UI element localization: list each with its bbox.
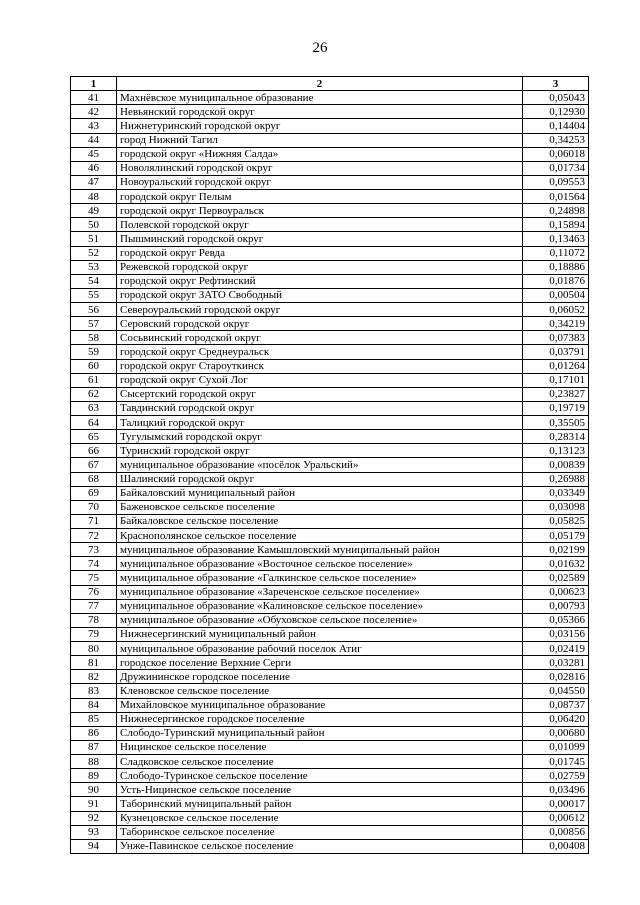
row-number: 43 — [71, 119, 117, 133]
row-value: 0,26988 — [523, 472, 589, 486]
table-row — [71, 190, 589, 204]
row-name: городской округ «Нижняя Салда» — [117, 147, 523, 161]
row-value: 0,14404 — [523, 119, 589, 133]
row-name: Североуральский городской округ — [117, 303, 523, 317]
row-number: 58 — [71, 331, 117, 345]
row-name: Новоуральский городской округ — [117, 175, 523, 189]
table-row — [71, 105, 589, 119]
row-name: Нижнесергинский муниципальный район — [117, 627, 523, 641]
table-row — [71, 500, 589, 514]
table-row — [71, 670, 589, 684]
row-value: 0,01632 — [523, 557, 589, 571]
row-value: 0,01734 — [523, 161, 589, 175]
row-number: 89 — [71, 769, 117, 783]
table-row — [71, 769, 589, 783]
row-number: 86 — [71, 726, 117, 740]
row-name: Режевской городской округ — [117, 260, 523, 274]
row-number: 87 — [71, 740, 117, 754]
row-value: 0,03349 — [523, 486, 589, 500]
row-number: 75 — [71, 571, 117, 585]
row-name: муниципальное образование «Обуховское сельское поселение» — [117, 613, 523, 627]
row-number: 72 — [71, 529, 117, 543]
row-value: 0,13463 — [523, 232, 589, 246]
row-value: 0,08737 — [523, 698, 589, 712]
row-value: 0,34219 — [523, 317, 589, 331]
row-name: Краснополянское сельское поселение — [117, 529, 523, 543]
column-header-number: 1 — [71, 77, 117, 91]
row-name: муниципальное образование «Восточное сельское поселение» — [117, 557, 523, 571]
row-number: 88 — [71, 755, 117, 769]
row-number: 85 — [71, 712, 117, 726]
row-name: Кленовское сельское поселение — [117, 684, 523, 698]
row-value: 0,02419 — [523, 642, 589, 656]
row-value: 0,02816 — [523, 670, 589, 684]
row-number: 83 — [71, 684, 117, 698]
row-number: 45 — [71, 147, 117, 161]
row-name: Шалинский городской округ — [117, 472, 523, 486]
row-value: 0,05179 — [523, 529, 589, 543]
table-row — [71, 783, 589, 797]
table-row — [71, 401, 589, 415]
row-number: 76 — [71, 585, 117, 599]
row-value: 0,15894 — [523, 218, 589, 232]
row-number: 59 — [71, 345, 117, 359]
row-value: 0,00017 — [523, 797, 589, 811]
table-row — [71, 175, 589, 189]
row-value: 0,05825 — [523, 514, 589, 528]
row-name: Слободо-Туринский муниципальный район — [117, 726, 523, 740]
row-value: 0,00612 — [523, 811, 589, 825]
table-row — [71, 359, 589, 373]
row-name: Баженовское сельское поселение — [117, 500, 523, 514]
row-name: Байкаловское сельское поселение — [117, 514, 523, 528]
table-row — [71, 119, 589, 133]
row-number: 64 — [71, 416, 117, 430]
table-row — [71, 288, 589, 302]
row-name: Сладковское сельское поселение — [117, 755, 523, 769]
row-number: 54 — [71, 274, 117, 288]
row-name: Кузнецовское сельское поселение — [117, 811, 523, 825]
row-value: 0,28314 — [523, 430, 589, 444]
row-value: 0,03496 — [523, 783, 589, 797]
row-name: Махнёвское муниципальное образование — [117, 91, 523, 105]
table-row — [71, 161, 589, 175]
row-name: Унже-Павинское сельское поселение — [117, 839, 523, 853]
row-name: Пышминский городской округ — [117, 232, 523, 246]
row-value: 0,00856 — [523, 825, 589, 839]
row-value: 0,00839 — [523, 458, 589, 472]
table-row — [71, 303, 589, 317]
row-value: 0,24898 — [523, 204, 589, 218]
table-row — [71, 698, 589, 712]
row-number: 94 — [71, 839, 117, 853]
table-row — [71, 260, 589, 274]
row-name: Таборинское сельское поселение — [117, 825, 523, 839]
row-number: 82 — [71, 670, 117, 684]
row-value: 0,06052 — [523, 303, 589, 317]
table-row — [71, 543, 589, 557]
row-number: 50 — [71, 218, 117, 232]
row-number: 62 — [71, 387, 117, 401]
row-name: Полевской городской округ — [117, 218, 523, 232]
row-name: Нижнесергинское городское поселение — [117, 712, 523, 726]
row-value: 0,00793 — [523, 599, 589, 613]
row-value: 0,12930 — [523, 105, 589, 119]
allocation-table — [70, 76, 589, 854]
table-row — [71, 232, 589, 246]
table-row — [71, 613, 589, 627]
table-row — [71, 246, 589, 260]
row-name: Дружининское городское поселение — [117, 670, 523, 684]
row-number: 92 — [71, 811, 117, 825]
row-number: 79 — [71, 627, 117, 641]
table-row — [71, 811, 589, 825]
row-number: 67 — [71, 458, 117, 472]
column-header-value: 3 — [523, 77, 589, 91]
row-name: муниципальное образование «посёлок Уральский» — [117, 458, 523, 472]
row-number: 53 — [71, 260, 117, 274]
row-number: 42 — [71, 105, 117, 119]
row-value: 0,00623 — [523, 585, 589, 599]
table-row — [71, 91, 589, 105]
row-number: 51 — [71, 232, 117, 246]
row-value: 0,01099 — [523, 740, 589, 754]
row-name: Байкаловский муниципальный район — [117, 486, 523, 500]
row-name: городской округ Староуткинск — [117, 359, 523, 373]
table-row — [71, 656, 589, 670]
row-name: Ницинское сельское поселение — [117, 740, 523, 754]
row-number: 52 — [71, 246, 117, 260]
table-row — [71, 571, 589, 585]
row-number: 77 — [71, 599, 117, 613]
row-value: 0,23827 — [523, 387, 589, 401]
row-value: 0,05366 — [523, 613, 589, 627]
row-value: 0,03156 — [523, 627, 589, 641]
row-number: 74 — [71, 557, 117, 571]
row-value: 0,00408 — [523, 839, 589, 853]
row-value: 0,02589 — [523, 571, 589, 585]
row-name: городское поселение Верхние Серги — [117, 656, 523, 670]
table-row — [71, 444, 589, 458]
row-number: 78 — [71, 613, 117, 627]
row-value: 0,06018 — [523, 147, 589, 161]
row-value: 0,01264 — [523, 359, 589, 373]
row-name: городской округ Пелым — [117, 190, 523, 204]
table-row — [71, 458, 589, 472]
row-number: 90 — [71, 783, 117, 797]
column-header-name: 2 — [117, 77, 523, 91]
table-row — [71, 345, 589, 359]
row-number: 84 — [71, 698, 117, 712]
table-row — [71, 839, 589, 853]
row-value: 0,35505 — [523, 416, 589, 430]
page-number: 26 — [312, 40, 328, 56]
row-value: 0,17101 — [523, 373, 589, 387]
table-row — [71, 825, 589, 839]
row-number: 73 — [71, 543, 117, 557]
table-row — [71, 317, 589, 331]
row-value: 0,04550 — [523, 684, 589, 698]
table-row — [71, 712, 589, 726]
table-row — [71, 642, 589, 656]
row-value: 0,02759 — [523, 769, 589, 783]
table-row — [71, 486, 589, 500]
row-name: Михайловское муниципальное образование — [117, 698, 523, 712]
row-name: Талицкий городской округ — [117, 416, 523, 430]
row-name: Серовский городской округ — [117, 317, 523, 331]
row-number: 65 — [71, 430, 117, 444]
row-name: Слободо-Туринское сельское поселение — [117, 769, 523, 783]
row-name: городской округ Первоуральск — [117, 204, 523, 218]
table-row — [71, 387, 589, 401]
row-name: городской округ Сухой Лог — [117, 373, 523, 387]
row-name: Сысертский городской округ — [117, 387, 523, 401]
row-number: 55 — [71, 288, 117, 302]
row-number: 41 — [71, 91, 117, 105]
row-value: 0,03791 — [523, 345, 589, 359]
row-name: город Нижний Тагил — [117, 133, 523, 147]
row-value: 0,11072 — [523, 246, 589, 260]
row-value: 0,00680 — [523, 726, 589, 740]
row-number: 93 — [71, 825, 117, 839]
row-number: 68 — [71, 472, 117, 486]
row-name: муниципальное образование «Калиновское сельское поселение» — [117, 599, 523, 613]
row-name: муниципальное образование «Зареченское сельское поселение» — [117, 585, 523, 599]
row-name: Невьянский городской округ — [117, 105, 523, 119]
row-number: 60 — [71, 359, 117, 373]
row-number: 91 — [71, 797, 117, 811]
row-value: 0,18886 — [523, 260, 589, 274]
table-row — [71, 684, 589, 698]
table-row — [71, 373, 589, 387]
row-name: Туринский городской округ — [117, 444, 523, 458]
row-number: 70 — [71, 500, 117, 514]
row-value: 0,13123 — [523, 444, 589, 458]
row-value: 0,06420 — [523, 712, 589, 726]
row-number: 57 — [71, 317, 117, 331]
table-row — [71, 514, 589, 528]
row-name: Новолялинский городской округ — [117, 161, 523, 175]
row-value: 0,34253 — [523, 133, 589, 147]
row-name: городской округ Рефтинский — [117, 274, 523, 288]
table-row — [71, 472, 589, 486]
row-name: Тавдинский городской округ — [117, 401, 523, 415]
table-row — [71, 529, 589, 543]
row-name: городской округ ЗАТО Свободный — [117, 288, 523, 302]
table-row — [71, 797, 589, 811]
table-row — [71, 599, 589, 613]
row-name: муниципальное образование «Галкинское сельское поселение» — [117, 571, 523, 585]
row-number: 61 — [71, 373, 117, 387]
row-value: 0,03098 — [523, 500, 589, 514]
row-value: 0,01745 — [523, 755, 589, 769]
row-name: городской округ Среднеуральск — [117, 345, 523, 359]
row-number: 48 — [71, 190, 117, 204]
table-row — [71, 557, 589, 571]
row-number: 69 — [71, 486, 117, 500]
row-name: Нижнетуринский городской округ — [117, 119, 523, 133]
table-row — [71, 331, 589, 345]
row-value: 0,03281 — [523, 656, 589, 670]
table-row — [71, 740, 589, 754]
row-number: 71 — [71, 514, 117, 528]
row-value: 0,05043 — [523, 91, 589, 105]
row-value: 0,01564 — [523, 190, 589, 204]
row-number: 47 — [71, 175, 117, 189]
table-row — [71, 726, 589, 740]
table-row — [71, 274, 589, 288]
row-number: 63 — [71, 401, 117, 415]
row-number: 49 — [71, 204, 117, 218]
row-value: 0,07383 — [523, 331, 589, 345]
row-value: 0,19719 — [523, 401, 589, 415]
row-value: 0,02199 — [523, 543, 589, 557]
table-row — [71, 585, 589, 599]
row-number: 56 — [71, 303, 117, 317]
table-header-row — [71, 77, 589, 91]
row-value: 0,09553 — [523, 175, 589, 189]
table-row — [71, 147, 589, 161]
row-value: 0,01876 — [523, 274, 589, 288]
row-name: Усть-Ницинское сельское поселение — [117, 783, 523, 797]
row-number: 66 — [71, 444, 117, 458]
row-name: муниципальное образование рабочий поселок Атиг — [117, 642, 523, 656]
row-name: городской округ Ревда — [117, 246, 523, 260]
row-number: 81 — [71, 656, 117, 670]
row-value: 0,00504 — [523, 288, 589, 302]
table-row — [71, 755, 589, 769]
table-row — [71, 416, 589, 430]
table-row — [71, 204, 589, 218]
row-name: Таборинский муниципальный район — [117, 797, 523, 811]
table-row — [71, 218, 589, 232]
row-name: муниципальное образование Камышловский муниципальный район — [117, 543, 523, 557]
row-number: 46 — [71, 161, 117, 175]
table-row — [71, 430, 589, 444]
table-row — [71, 627, 589, 641]
row-number: 44 — [71, 133, 117, 147]
table-row — [71, 133, 589, 147]
row-name: Сосьвинский городской округ — [117, 331, 523, 345]
row-name: Тугулымский городской округ — [117, 430, 523, 444]
row-number: 80 — [71, 642, 117, 656]
